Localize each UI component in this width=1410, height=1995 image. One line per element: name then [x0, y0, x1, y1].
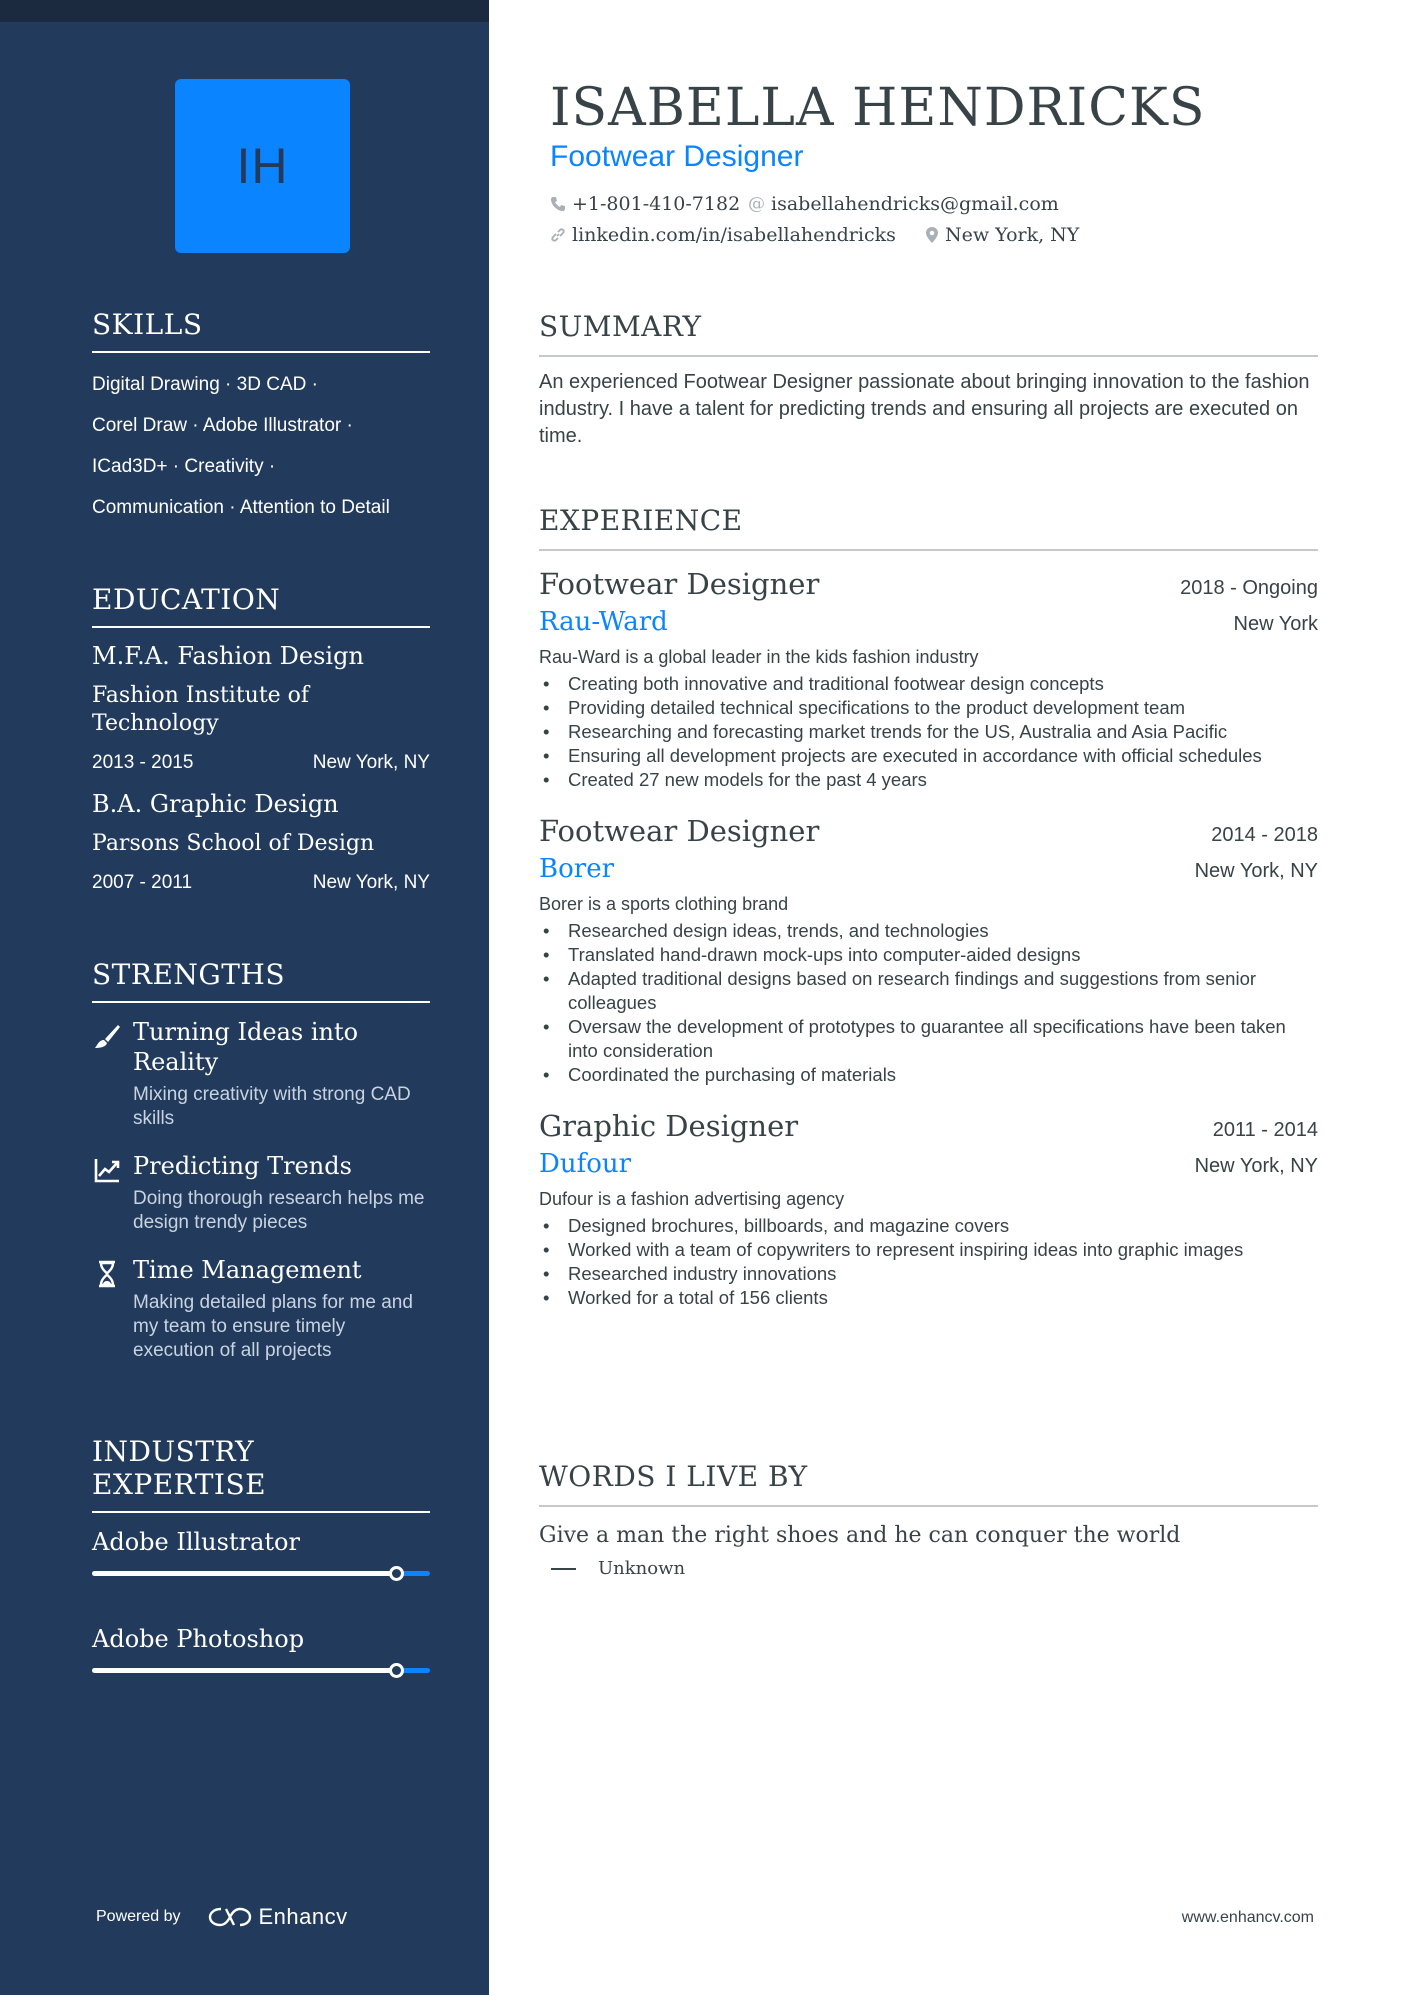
quote-author-name: Unknown: [598, 1558, 686, 1579]
summary-title: SUMMARY: [539, 310, 1318, 357]
experience-title: EXPERIENCE: [539, 504, 1318, 551]
skills-line: Corel Draw · Adobe Illustrator ·: [92, 415, 353, 436]
skills-list: [92, 364, 430, 528]
job-bullet: • Researched design ideas, trends, and technologies: [539, 919, 1318, 943]
quote-author: [539, 1558, 1318, 1579]
job-bullet: • Worked with a team of copywriters to represent inspiring ideas into graphic images: [539, 1238, 1318, 1262]
expertise-bar-fill: [92, 1571, 396, 1576]
education-dates: 2007 - 2011: [92, 872, 193, 893]
job-entry: [539, 814, 1318, 1087]
job-header: [539, 567, 1318, 601]
summary-text: An experienced Footwear Designer passionate about bringing innovation to the fashion industry. I have a talent for predicting trends and ensuring all projects are executed on time.: [539, 371, 1310, 447]
expertise-bar-knob: [389, 1663, 404, 1678]
job-bullet: • Researching and forecasting market trends for the US, Australia and Asia Pacific: [539, 720, 1318, 744]
contact-email-text: isabellahendricks@gmail.com: [771, 193, 1059, 215]
job-entry: [539, 1109, 1318, 1310]
enhancv-logo-icon: [207, 1905, 253, 1929]
expertise-bar-fill: [92, 1668, 396, 1673]
education-meta: [92, 752, 430, 774]
job-bullet: • Translated hand-drawn mock-ups into computer-aided designs: [539, 943, 1318, 967]
strength-title: Turning Ideas into Reality: [133, 1018, 359, 1076]
skills-section: [92, 308, 430, 528]
expertise-title: INDUSTRY EXPERTISE: [92, 1435, 430, 1513]
job-dates: 2018 - Ongoing: [1180, 577, 1318, 599]
strength-title: Predicting Trends: [133, 1152, 352, 1180]
job-location: New York, NY: [1194, 860, 1318, 882]
education-location: New York, NY: [312, 872, 430, 893]
contact-email[interactable]: [748, 193, 1059, 215]
strength-title: Time Management: [133, 1256, 362, 1284]
job-dates: 2011 - 2014: [1212, 1119, 1318, 1141]
job-bullets: [539, 1214, 1318, 1310]
job-bullet: • Coordinated the purchasing of materials: [539, 1063, 1318, 1087]
expertise-item: [92, 1624, 430, 1673]
skills-title: SKILLS: [92, 308, 430, 353]
job-subheader: [539, 1149, 1318, 1179]
job-bullet: • Creating both innovative and traditional footwear design concepts: [539, 672, 1318, 696]
expertise-item: [92, 1527, 430, 1576]
expertise-label: Adobe Photoshop: [92, 1625, 305, 1653]
expertise-section: [92, 1435, 430, 1673]
paintbrush-icon: [92, 1021, 122, 1051]
education-degree: B.A. Graphic Design: [92, 790, 339, 818]
job-description: Borer is a sports clothing brand: [539, 894, 789, 914]
job-bullet: • Ensuring all development projects are executed in accordance with official schedules: [539, 744, 1318, 768]
candidate-name: ISABELLA HENDRICKS: [550, 78, 1206, 138]
phone-icon: [550, 196, 566, 212]
hourglass-icon: [92, 1259, 122, 1289]
job-entry: [539, 567, 1318, 792]
powered-by-label: Powered by: [96, 1908, 181, 1925]
job-description: Dufour is a fashion advertising agency: [539, 1189, 845, 1209]
candidate-role: Footwear Designer: [550, 140, 804, 173]
education-title: EDUCATION: [92, 583, 430, 628]
location-pin-icon: [925, 226, 939, 244]
quote-title: WORDS I LIVE BY: [539, 1460, 1318, 1507]
expertise-label: Adobe Illustrator: [92, 1528, 300, 1556]
job-header: [539, 1109, 1318, 1143]
sidebar-top-band: [0, 0, 489, 22]
expertise-bar: [92, 1571, 430, 1576]
avatar-initials: IH: [236, 138, 289, 194]
skills-line: ICad3D+ · Creativity ·: [92, 456, 276, 477]
powered-by: [96, 1904, 348, 1930]
job-bullet: • Researched industry innovations: [539, 1262, 1318, 1286]
expertise-bar-knob: [389, 1566, 404, 1581]
contact-linkedin[interactable]: [550, 224, 896, 246]
education-degree: M.F.A. Fashion Design: [92, 642, 364, 670]
job-bullets: [539, 919, 1318, 1087]
strength-desc: Doing thorough research helps me design trendy pieces: [133, 1188, 425, 1233]
link-icon: [550, 227, 566, 243]
at-icon: @: [748, 194, 765, 214]
job-company: Borer: [539, 854, 615, 884]
enhancv-logo[interactable]: [207, 1904, 348, 1930]
strength-item: [92, 1151, 430, 1235]
strength-item: [92, 1017, 430, 1131]
job-bullet: • Oversaw the development of prototypes to guarantee all specifications have been taken into consideration: [539, 1015, 1318, 1063]
sidebar: [0, 0, 489, 1995]
contact-linkedin-text: linkedin.com/in/isabellahendricks: [572, 224, 896, 246]
experience-section: [539, 504, 1318, 1310]
strengths-section: [92, 958, 430, 1363]
job-location: New York, NY: [1194, 1155, 1318, 1177]
summary-section: [539, 310, 1318, 450]
strength-item: [92, 1255, 430, 1363]
avatar: [175, 79, 350, 253]
contact-phone-text: +1-801-410-7182: [572, 193, 741, 215]
quote-section: [539, 1460, 1318, 1579]
job-company: Rau-Ward: [539, 607, 668, 637]
education-school: Fashion Institute of Technology: [92, 683, 310, 736]
job-title: Footwear Designer: [539, 567, 820, 601]
education-dates: 2013 - 2015: [92, 752, 194, 773]
contact-location: [925, 224, 1079, 246]
education-item: [92, 640, 430, 774]
job-bullets: [539, 672, 1318, 792]
skills-line: Digital Drawing · 3D CAD ·: [92, 374, 318, 395]
footer-url[interactable]: www.enhancv.com: [1181, 1909, 1314, 1926]
job-dates: 2014 - 2018: [1211, 824, 1318, 846]
job-description: Rau-Ward is a global leader in the kids fashion industry: [539, 647, 979, 667]
job-location: New York: [1233, 613, 1318, 635]
job-bullet: • Providing detailed technical specifications to the product development team: [539, 696, 1318, 720]
skills-line: Communication · Attention to Detail: [92, 497, 390, 518]
enhancv-brand: Enhancv: [258, 1904, 348, 1929]
strengths-title: STRENGTHS: [92, 958, 430, 1003]
strength-desc: Mixing creativity with strong CAD skills: [133, 1084, 411, 1129]
education-school: Parsons School of Design: [92, 831, 375, 856]
expertise-bar: [92, 1668, 430, 1673]
quote-text: Give a man the right shoes and he can conquer the world: [539, 1523, 1181, 1548]
strength-desc: Making detailed plans for me and my team to ensure timely execution of all projects: [133, 1292, 413, 1361]
job-bullet: • Worked for a total of 156 clients: [539, 1286, 1318, 1310]
contact-phone[interactable]: [550, 193, 740, 215]
job-header: [539, 814, 1318, 848]
contact-location-text: New York, NY: [945, 224, 1080, 246]
education-section: [92, 583, 430, 894]
job-title: Footwear Designer: [539, 814, 820, 848]
job-subheader: [539, 854, 1318, 884]
job-bullet: • Adapted traditional designs based on research findings and suggestions from senior colleagues: [539, 967, 1318, 1015]
job-bullet: • Created 27 new models for the past 4 years: [539, 768, 1318, 792]
job-company: Dufour: [539, 1149, 632, 1179]
quote-dash: [551, 1568, 576, 1570]
job-subheader: [539, 607, 1318, 637]
education-meta: [92, 872, 430, 894]
job-title: Graphic Designer: [539, 1109, 799, 1143]
education-item: [92, 788, 430, 894]
job-bullet: • Designed brochures, billboards, and magazine covers: [539, 1214, 1318, 1238]
trend-chart-icon: [92, 1155, 122, 1185]
education-location: New York, NY: [312, 752, 430, 773]
